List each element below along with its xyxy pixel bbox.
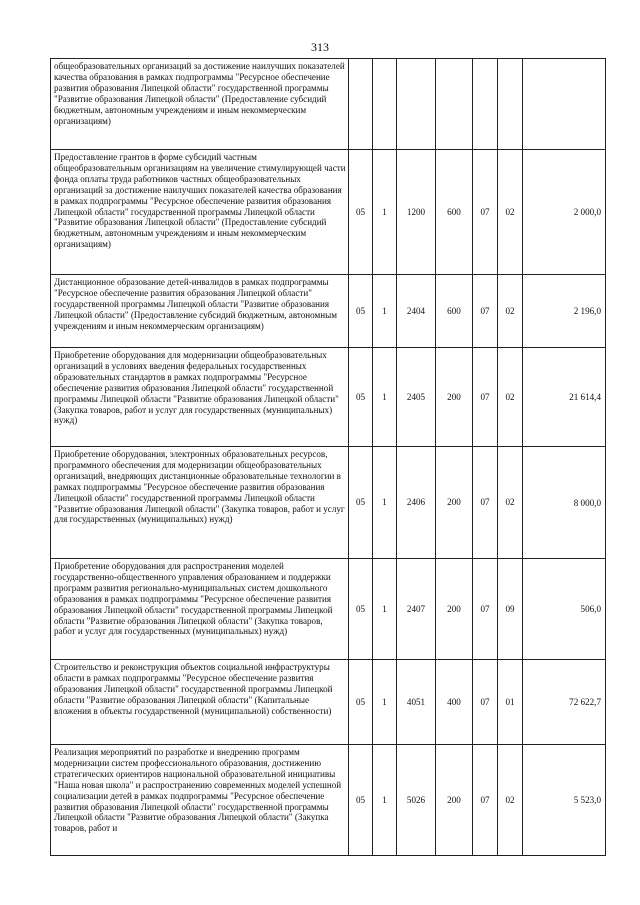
target-article-code: 1200 — [397, 150, 436, 275]
subsection-code: 09 — [498, 559, 523, 660]
row-description: Приобретение оборудования, электронных образовательных ресурсов, программного обеспечения для модернизации общеобразовательных организаций, внедряющих дистанционные образовательные технологии в рамках подпрограммы "Ресурсное обеспечение развития образования Липецкой области" государственной программы Липецкой области "Развитие образования Липецкой области" (Закупка товаров, работ и услуг для государственных (муниципальных) нужд) — [51, 447, 349, 559]
subprogram-code: 1 — [373, 348, 397, 447]
program-code: 05 — [349, 275, 373, 348]
program-code: 05 — [349, 559, 373, 660]
row-description: Предоставление грантов в форме субсидий частным общеобразовательным организациям на увеличение стимулирующей части фонда оплаты труда работников частных общеобразовательных организаций за достижение наилучших показателей качества образования в рамках подпрограммы "Ресурсное обеспечение развития образования Липецкой области" государственной программы Липецкой области "Развитие образования Липецкой области" (Предоставление субсидий бюджетным, автономным учреждениям и иным некоммерческим организациям) — [51, 150, 349, 275]
row-amount: 2 196,0 — [523, 275, 606, 348]
subprogram-code: 1 — [373, 745, 397, 856]
budget-table — [50, 58, 606, 856]
section-code — [473, 59, 498, 150]
target-article-code: 2404 — [397, 275, 436, 348]
section-code: 07 — [473, 275, 498, 348]
subprogram-code: 1 — [373, 150, 397, 275]
section-code: 07 — [473, 150, 498, 275]
subsection-code: 02 — [498, 150, 523, 275]
expense-type-code: 200 — [436, 348, 473, 447]
row-amount: 2 000,0 — [523, 150, 606, 275]
row-amount: 506,0 — [523, 559, 606, 660]
subsection-code: 02 — [498, 447, 523, 559]
program-code: 05 — [349, 348, 373, 447]
table-row — [51, 59, 606, 150]
section-code: 07 — [473, 447, 498, 559]
program-code: 05 — [349, 745, 373, 856]
section-code: 07 — [473, 559, 498, 660]
subprogram-code: 1 — [373, 447, 397, 559]
expense-type-code: 600 — [436, 150, 473, 275]
target-article-code: 2407 — [397, 559, 436, 660]
table-row — [51, 447, 606, 559]
table-row — [51, 559, 606, 660]
subprogram-code: 1 — [373, 559, 397, 660]
subprogram-code: 1 — [373, 660, 397, 745]
expense-type-code — [436, 59, 473, 150]
target-article-code: 2405 — [397, 348, 436, 447]
table-row — [51, 275, 606, 348]
row-amount: 72 622,7 — [523, 660, 606, 745]
row-description: общеобразовательных организаций за достижение наилучших показателей качества образования в рамках подпрограммы "Ресурсное обеспечение развития образования Липецкой области" государственной программы "Развитие образования Липецкой области" (Предоставление субсидий бюджетным, автономным учреждениям и иным некоммерческим организациям) — [51, 59, 349, 150]
page-number: 313 — [311, 40, 329, 54]
subsection-code: 01 — [498, 660, 523, 745]
expense-type-code: 200 — [436, 447, 473, 559]
expense-type-code: 600 — [436, 275, 473, 348]
section-code: 07 — [473, 745, 498, 856]
budget-table-body — [51, 59, 606, 856]
expense-type-code: 200 — [436, 559, 473, 660]
section-code: 07 — [473, 348, 498, 447]
row-description: Приобретение оборудования для модернизации общеобразовательных организаций в условиях введения федеральных государственных образовательных стандартов в рамках подпрограммы "Ресурсное обеспечение развития образования Липецкой области" государственной программы Липецкой области "Развитие образования Липецкой области" (Закупка товаров, работ и услуг для государственных (муниципальных) нужд) — [51, 348, 349, 447]
expense-type-code: 400 — [436, 660, 473, 745]
row-description: Приобретение оборудования для распространения моделей государственно-общественного управления образованием и поддержки программ развития регионально-муниципальных систем дошкольного образования в рамках подпрограммы "Ресурсное обеспечение развития образования Липецкой области" государственной программы Липецкой области "Развитие образования Липецкой области" (Закупка товаров, работ и услуг для государственных (муниципальных) нужд) — [51, 559, 349, 660]
table-row — [51, 660, 606, 745]
subprogram-code — [373, 59, 397, 150]
program-code: 05 — [349, 150, 373, 275]
row-description: Реализация мероприятий по разработке и внедрению программ модернизации систем профессионального образования, достижению стратегических ориентиров национальной образовательной инициативы "Наша новая школа" и распространению современных моделей успешной социализации детей в рамках подпрограммы "Ресурсное обеспечение развития образования Липецкой области" государственной программы Липецкой области "Развитие образования Липецкой области" (Закупка товаров, работ и — [51, 745, 349, 856]
subsection-code — [498, 59, 523, 150]
row-description: Строительство и реконструкция объектов социальной инфраструктуры области в рамках подпрограммы "Ресурсное обеспечение развития образования Липецкой области" государственной программы Липецкой области "Развитие образования Липецкой области" (Капитальные вложения в объекты государственной (муниципальной) собственности) — [51, 660, 349, 745]
row-amount: 5 523,0 — [523, 745, 606, 856]
target-article-code: 5026 — [397, 745, 436, 856]
row-amount: 8 000,0 — [523, 447, 606, 559]
table-row — [51, 745, 606, 856]
subprogram-code: 1 — [373, 275, 397, 348]
target-article-code: 2406 — [397, 447, 436, 559]
program-code — [349, 59, 373, 150]
section-code: 07 — [473, 660, 498, 745]
target-article-code — [397, 59, 436, 150]
subsection-code: 02 — [498, 745, 523, 856]
table-row — [51, 348, 606, 447]
program-code: 05 — [349, 660, 373, 745]
row-amount — [523, 59, 606, 150]
row-amount: 21 614,4 — [523, 348, 606, 447]
row-description: Дистанционное образование детей-инвалидов в рамках подпрограммы "Ресурсное обеспечение развития образования Липецкой области" государственной программы Липецкой области "Развитие образования Липецкой области" (Предоставление субсидий бюджетным, автономным учреждениям и иным некоммерческим организациям) — [51, 275, 349, 348]
subsection-code: 02 — [498, 275, 523, 348]
target-article-code: 4051 — [397, 660, 436, 745]
program-code: 05 — [349, 447, 373, 559]
subsection-code: 02 — [498, 348, 523, 447]
expense-type-code: 200 — [436, 745, 473, 856]
table-row — [51, 150, 606, 275]
